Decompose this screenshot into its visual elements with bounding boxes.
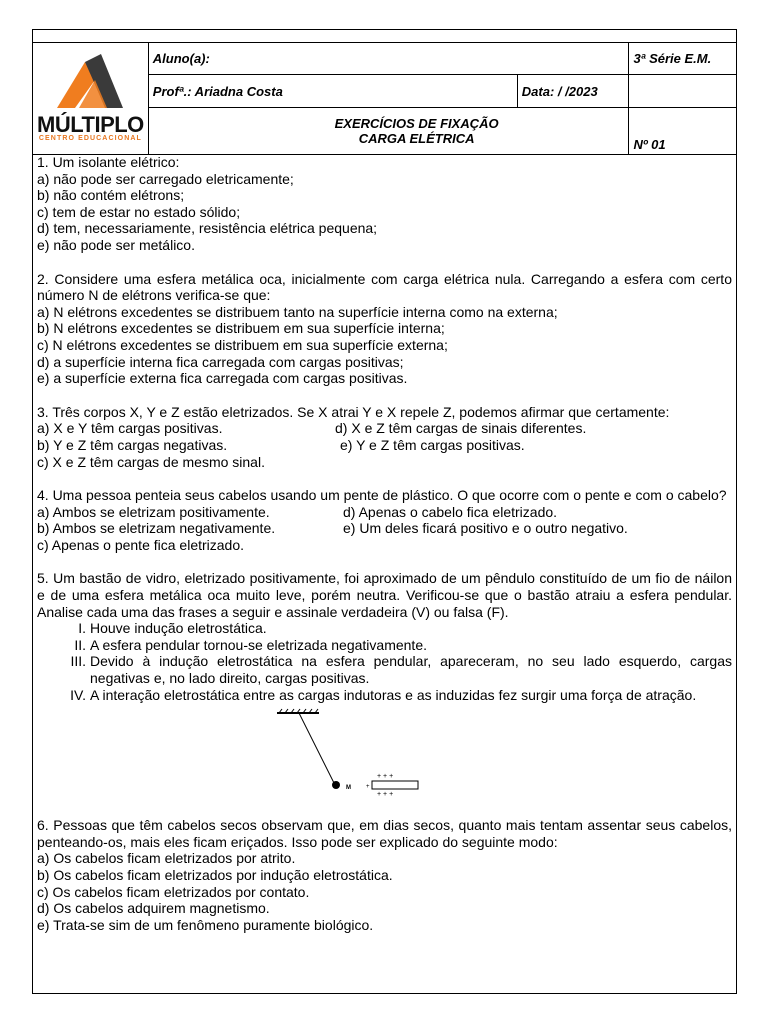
option[interactable]: e) Trata-se sim de um fenômeno puramente biológico.	[37, 916, 374, 933]
option[interactable]: a) não pode ser carregado eletricamente;	[37, 170, 294, 187]
worksheet-title	[148, 108, 629, 155]
option[interactable]: c) X e Z têm cargas de mesmo sinal.	[37, 453, 265, 470]
empty-cell	[629, 75, 736, 108]
question-1	[37, 154, 732, 254]
option[interactable]: b) N elétrons excedentes se distribuem em sua superfície interna;	[37, 320, 445, 337]
option[interactable]: b) Ambos se eletrizam negativamente.	[37, 520, 276, 537]
option[interactable]: d) tem, necessariamente, resistência elétrica pequena;	[37, 220, 378, 237]
grade-level: 3ª Série E.M.	[629, 42, 736, 75]
school-logo	[33, 42, 148, 155]
date-field[interactable]: Data: / /2023	[517, 75, 629, 108]
question-4	[37, 487, 732, 553]
option[interactable]: e) Um deles ficará positivo e o outro negativo.	[343, 520, 628, 537]
options-row	[37, 420, 732, 437]
option[interactable]: c) N elétrons excedentes se distribuem em sua superfície externa;	[37, 336, 448, 353]
pendulum-sphere	[332, 781, 340, 789]
option[interactable]: b) não contém elétrons;	[37, 187, 185, 204]
statement-item[interactable]	[37, 637, 732, 654]
option[interactable]: e) não pode ser metálico.	[37, 236, 195, 253]
question-stem: 3. Três corpos X, Y e Z estão eletrizados. Se X atrai Y e X repele Z, podemos afirmar que certamente:	[37, 403, 670, 420]
nylon-thread	[299, 713, 334, 783]
logo-subtitle: CENTRO EDUCACIONAL	[38, 135, 142, 142]
questions	[37, 154, 732, 950]
logo-mark-icon	[55, 54, 125, 110]
svg-text:+ + +: + + +	[377, 791, 394, 799]
option[interactable]: d) Apenas o cabelo fica eletrizado.	[343, 503, 558, 520]
question-5	[37, 570, 732, 807]
title-line-1: EXERCÍCIOS DE FIXAÇÃO	[334, 116, 499, 131]
question-stem: 5. Um bastão de vidro, eletrizado positivamente, foi aproximado de um pêndulo constituído de um fio de náilon e de uma esfera metálica oca muito leve, porém neutra. Verificou-se que o bastão atraiu a esfera pendular. Analise cada uma das frases a seguir e assinale verdadeira (V) ou falsa (F).	[37, 570, 732, 620]
options-row	[37, 520, 732, 537]
question-stem: 2. Considere uma esfera metálica oca, inicialmente com carga elétrica nula. Carregando a esfera com certo número N de elétrons verifica-se que:	[37, 270, 732, 304]
statement-item[interactable]	[37, 620, 732, 637]
option[interactable]: b) Y e Z têm cargas negativas.	[37, 436, 228, 453]
question-3	[37, 404, 732, 470]
pendulum-diagram	[37, 703, 737, 807]
statement-item[interactable]	[37, 687, 732, 704]
statement-item[interactable]	[37, 653, 732, 686]
option[interactable]: d) X e Z têm cargas de sinais diferentes.	[335, 420, 587, 437]
option[interactable]: c) Os cabelos ficam eletrizados por contato.	[37, 883, 310, 900]
svg-text:+: +	[366, 784, 370, 791]
pendulum-figure	[37, 703, 732, 807]
option[interactable]: d) a superfície interna fica carregada com cargas positivas;	[37, 353, 404, 370]
option[interactable]: a) Os cabelos ficam eletrizados por atrito.	[37, 850, 296, 867]
question-stem: 1. Um isolante elétrico:	[37, 154, 180, 170]
statement-text: A esfera pendular tornou-se eletrizada negativamente.	[90, 636, 427, 653]
worksheet-number: Nº 01	[629, 108, 736, 155]
ceiling-support	[277, 709, 319, 713]
title-line-2: CARGA ELÉTRICA	[358, 131, 475, 146]
sphere-label: M	[346, 785, 351, 792]
statement-number: IV.	[70, 686, 86, 703]
worksheet	[32, 29, 737, 994]
question-6	[37, 817, 732, 933]
option[interactable]: c) tem de estar no estado sólido;	[37, 203, 241, 220]
header-table	[33, 42, 736, 155]
statement-text: Devido à indução eletrostática na esfera pendular, apareceram, no seu lado esquerdo, cargas negativas e, no lado direito, cargas positivas.	[90, 653, 732, 687]
options-row	[37, 437, 732, 454]
statement-text: A interação eletrostática entre as cargas indutoras e as induzidas fez surgir uma força de atração.	[90, 686, 697, 703]
statement-list	[37, 620, 732, 703]
options-row	[37, 504, 732, 521]
option[interactable]: a) Ambos se eletrizam positivamente.	[37, 503, 270, 520]
rod-charges: + + +	[377, 773, 394, 781]
question-stem: 6. Pessoas que têm cabelos secos observam que, em dias secos, quanto mais tentam assentar seus cabelos, penteando-os, mais eles ficam eriçados. Isso pode ser explicado do seguinte modo:	[37, 817, 732, 850]
option[interactable]: e) a superfície externa fica carregada com cargas positivas.	[37, 370, 408, 387]
statement-text: Houve indução eletrostática.	[90, 620, 267, 637]
option[interactable]: a) N elétrons excedentes se distribuem tanto na superfície interna como na externa;	[37, 303, 558, 320]
option[interactable]: a) X e Y têm cargas positivas.	[37, 420, 223, 437]
question-stem: 4. Uma pessoa penteia seus cabelos usando um pente de plástico. O que ocorre com o pente e com o cabelo?	[37, 487, 727, 504]
statement-number: I.	[78, 620, 86, 637]
option[interactable]: c) Apenas o pente fica eletrizado.	[37, 536, 245, 553]
option[interactable]: d) Os cabelos adquirem magnetismo.	[37, 900, 270, 917]
option[interactable]: b) Os cabelos ficam eletrizados por indução eletrostática.	[37, 867, 393, 883]
student-name-field[interactable]: Aluno(a):	[148, 42, 629, 75]
statement-number: II.	[74, 636, 86, 653]
question-2	[37, 271, 732, 387]
glass-rod	[372, 781, 418, 789]
logo-wordmark: MÚLTIPLO	[37, 112, 144, 137]
teacher-name: Profª.: Ariadna Costa	[148, 75, 517, 108]
statement-number: III.	[70, 653, 86, 670]
option[interactable]: e) Y e Z têm cargas positivas.	[340, 436, 525, 453]
